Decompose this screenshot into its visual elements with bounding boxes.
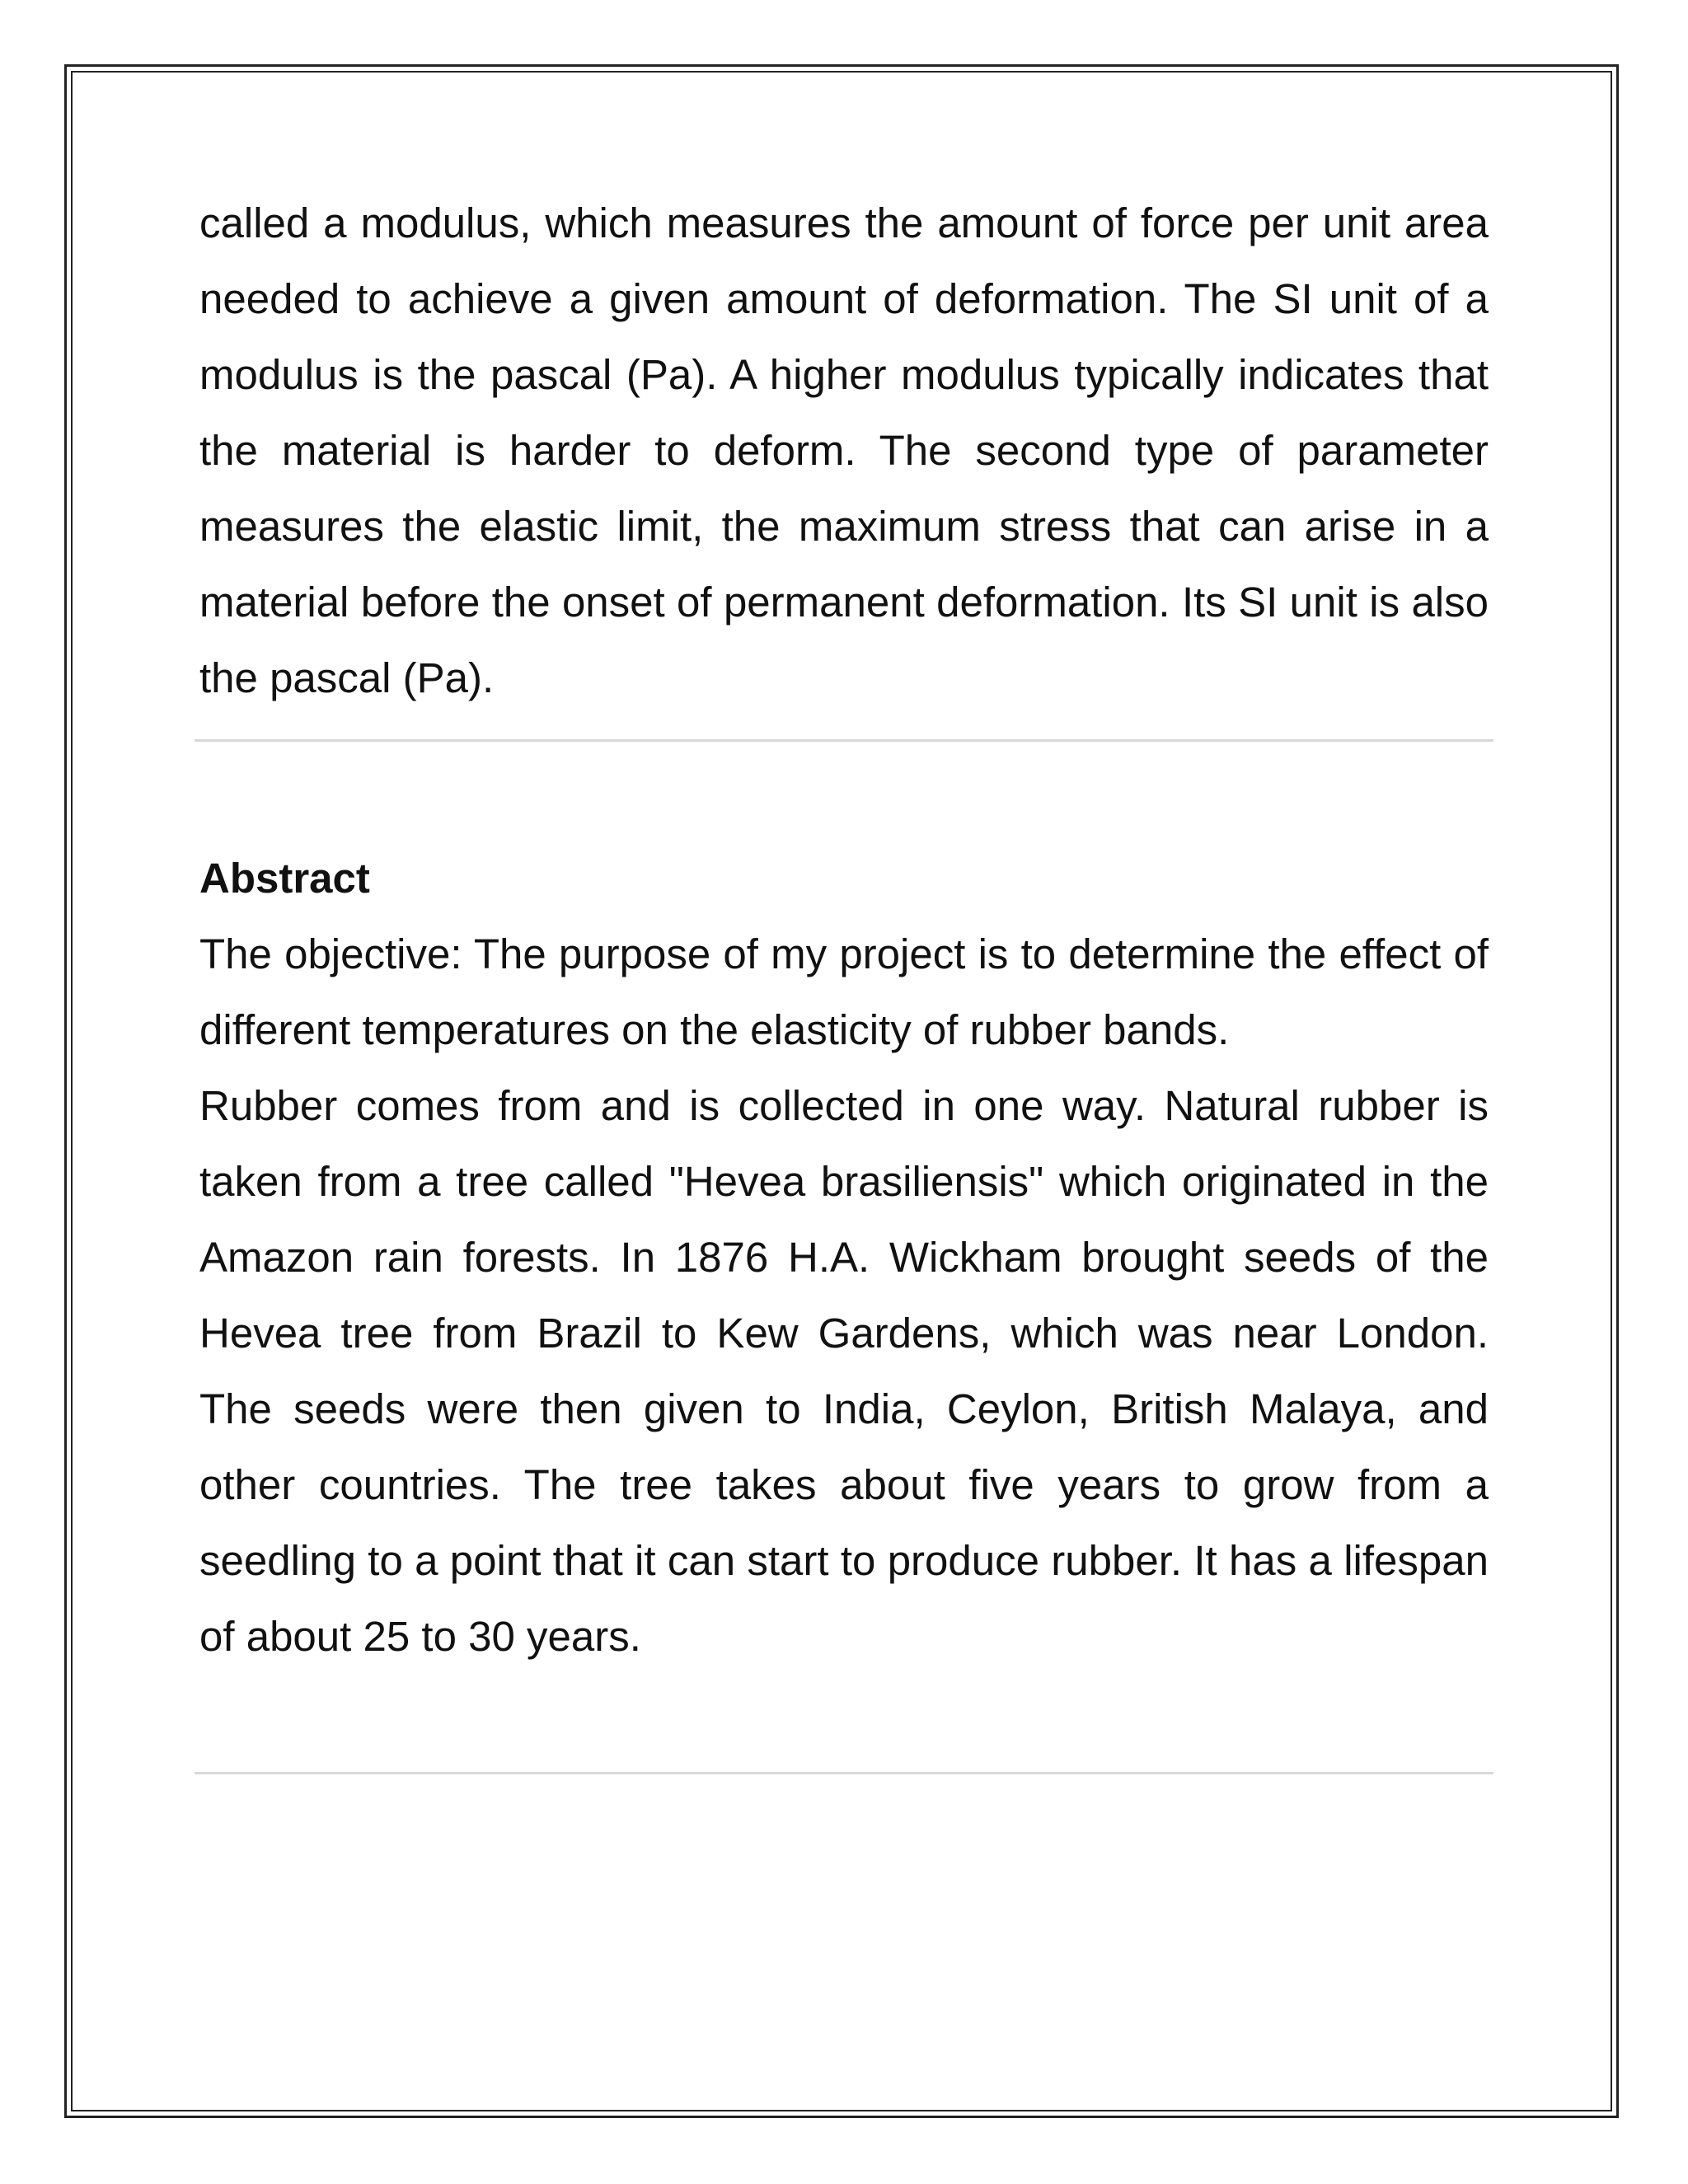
abstract-objective-paragraph: The objective: The purpose of my project is to determine the effect of different temperatures on the elasticity of rubber bands. (199, 930, 1489, 1053)
abstract-body-paragraph: Rubber comes from and is collected in one way. Natural rubber is taken from a tree called "Hevea brasiliensis" which originated in the Amazon rain forests. In 1876 H.A. Wickham brought seeds of the Hevea tree from Brazil to Kew Gardens, which was near London. The seeds were then given to India, Ceylon, British Malaya, and other countries. The tree takes about five years to grow from a seedling to a point that it can start to produce rubber. It has a lifespan of about 25 to 30 years. (199, 1082, 1489, 1660)
section-divider (195, 739, 1493, 742)
section-divider-bottom (195, 1772, 1493, 1774)
abstract-section (199, 841, 1489, 1675)
continuation-section (199, 185, 1489, 716)
continuation-paragraph: called a modulus, which measures the amount of force per unit area needed to achieve a given amount of deformation. The SI unit of a modulus is the pascal (Pa). A higher modulus typically indicates that the material is harder to deform. The second type of parameter measures the elastic limit, the maximum stress that can arise in a material before the onset of permanent deformation. Its SI unit is also the pascal (Pa). (199, 199, 1489, 701)
abstract-heading: Abstract (199, 855, 370, 902)
